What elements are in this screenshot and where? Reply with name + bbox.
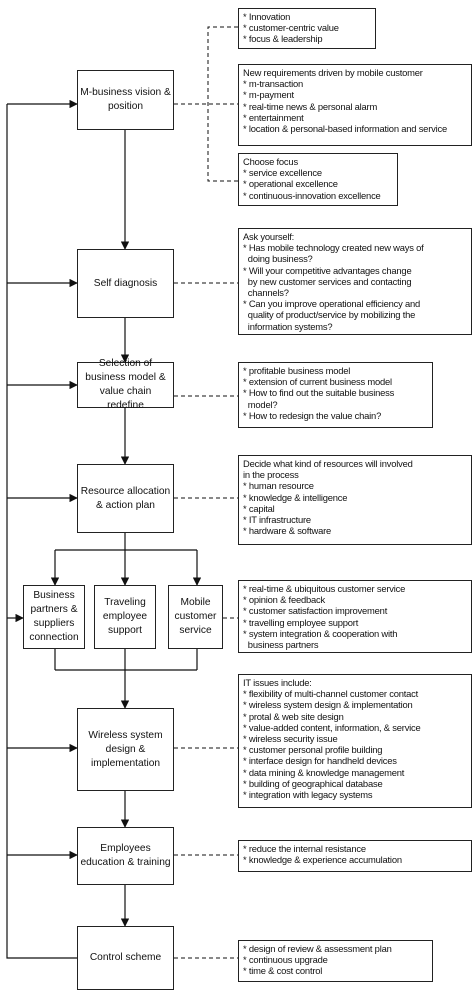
note-business-model bbox=[238, 362, 433, 428]
step-vision: M-business vision & position bbox=[77, 70, 174, 130]
note-vision-values bbox=[238, 8, 376, 49]
note-line: * interface design for handheld devices bbox=[243, 755, 397, 767]
note-focus bbox=[238, 153, 398, 206]
note-line: * operational excellence bbox=[243, 178, 338, 190]
note-resources bbox=[238, 455, 472, 545]
step-traveling: Traveling employee support bbox=[94, 585, 156, 649]
note-line: * entertainment bbox=[243, 111, 304, 123]
note-line: * data mining & knowledge management bbox=[243, 766, 405, 778]
note-line: * profitable business model bbox=[243, 365, 351, 376]
step-mobile: Mobile customer service bbox=[168, 585, 223, 649]
note-line: * value-added content, information, & service bbox=[243, 721, 421, 733]
note-requirements bbox=[238, 64, 472, 146]
step-resource: Resource allocation & action plan bbox=[77, 464, 174, 533]
note-line: Choose focus bbox=[243, 156, 298, 167]
note-line: doing business? bbox=[243, 253, 313, 265]
note-line: * m-payment bbox=[243, 89, 294, 101]
note-line: * wireless security issue bbox=[243, 733, 338, 745]
note-line: * Can you improve operational efficiency and bbox=[243, 298, 421, 310]
note-line: Ask yourself: bbox=[243, 231, 295, 242]
note-line: * location & personal-based information and service bbox=[243, 123, 447, 135]
note-line: * customer satisfaction improvement bbox=[243, 605, 388, 617]
note-line: * service excellence bbox=[243, 167, 322, 179]
note-line: * Has mobile technology created new ways of bbox=[243, 242, 424, 254]
note-education bbox=[238, 840, 472, 872]
note-ask-yourself bbox=[238, 228, 472, 335]
note-line: * design of review & assessment plan bbox=[243, 943, 392, 954]
step-education: Employees education & training bbox=[77, 827, 174, 885]
note-line: * human resource bbox=[243, 480, 314, 492]
note-line: in the process bbox=[243, 469, 299, 481]
note-line: * continuous-innovation excellence bbox=[243, 189, 381, 201]
step-control: Control scheme bbox=[77, 926, 174, 990]
note-line: * Innovation bbox=[243, 11, 291, 22]
note-line: * system integration & cooperation with bbox=[243, 627, 398, 639]
note-line: * Will your competitive advantages change bbox=[243, 264, 412, 276]
note-line: information systems? bbox=[243, 320, 333, 332]
note-line: channels? bbox=[243, 287, 289, 299]
step-diagnosis: Self diagnosis bbox=[77, 249, 174, 318]
note-control bbox=[238, 940, 433, 982]
step-selection: Selection of business model & value chain redefine bbox=[77, 362, 174, 408]
note-line: * capital bbox=[243, 502, 275, 514]
note-line: quality of product/service by mobilizing the bbox=[243, 309, 416, 321]
note-line: * m-transaction bbox=[243, 78, 304, 90]
note-line: * travelling employee support bbox=[243, 616, 359, 628]
note-line: * focus & leadership bbox=[243, 33, 323, 45]
note-line: * extension of current business model bbox=[243, 376, 392, 388]
note-line: * real-time & ubiquitous customer service bbox=[243, 583, 406, 594]
note-line: * reduce the internal resistance bbox=[243, 843, 366, 854]
feedback-loop-line bbox=[7, 104, 77, 958]
note-customer-service bbox=[238, 580, 472, 653]
note-line: * time & cost control bbox=[243, 965, 323, 977]
note-line: * flexibility of multi-channel customer contact bbox=[243, 688, 419, 700]
note-line: * real-time news & personal alarm bbox=[243, 100, 378, 112]
note-line: * IT infrastructure bbox=[243, 514, 311, 526]
step-wireless: Wireless system design & implementation bbox=[77, 708, 174, 791]
note-line: * protal & web site design bbox=[243, 710, 344, 722]
note-line: * knowledge & intelligence bbox=[243, 491, 348, 503]
note-line: * customer personal profile building bbox=[243, 744, 383, 756]
note-line: * building of geographical database bbox=[243, 777, 383, 789]
note-line: IT issues include: bbox=[243, 677, 312, 688]
note-it-issues bbox=[238, 674, 472, 808]
step-partners: Business partners & suppliers connection bbox=[23, 585, 85, 649]
note-line: * How to find out the suitable business bbox=[243, 387, 395, 399]
note-line: by new customer services and contacting bbox=[243, 275, 412, 287]
note-line: * How to redesign the value chain? bbox=[243, 409, 382, 421]
note-line: business partners bbox=[243, 639, 319, 651]
note-line: * knowledge & experience accumulation bbox=[243, 854, 402, 866]
note-line: * opinion & feedback bbox=[243, 594, 326, 606]
note-line: New requirements driven by mobile customer bbox=[243, 67, 423, 78]
note-line: * continuous upgrade bbox=[243, 954, 328, 966]
note-line: * customer-centric value bbox=[243, 22, 339, 34]
note-line: * integration with legacy systems bbox=[243, 789, 373, 801]
note-line: * wireless system design & implementation bbox=[243, 699, 413, 711]
note-line: Decide what kind of resources will involved bbox=[243, 458, 413, 469]
note-line: * hardware & software bbox=[243, 525, 332, 537]
note-line: model? bbox=[243, 398, 278, 410]
